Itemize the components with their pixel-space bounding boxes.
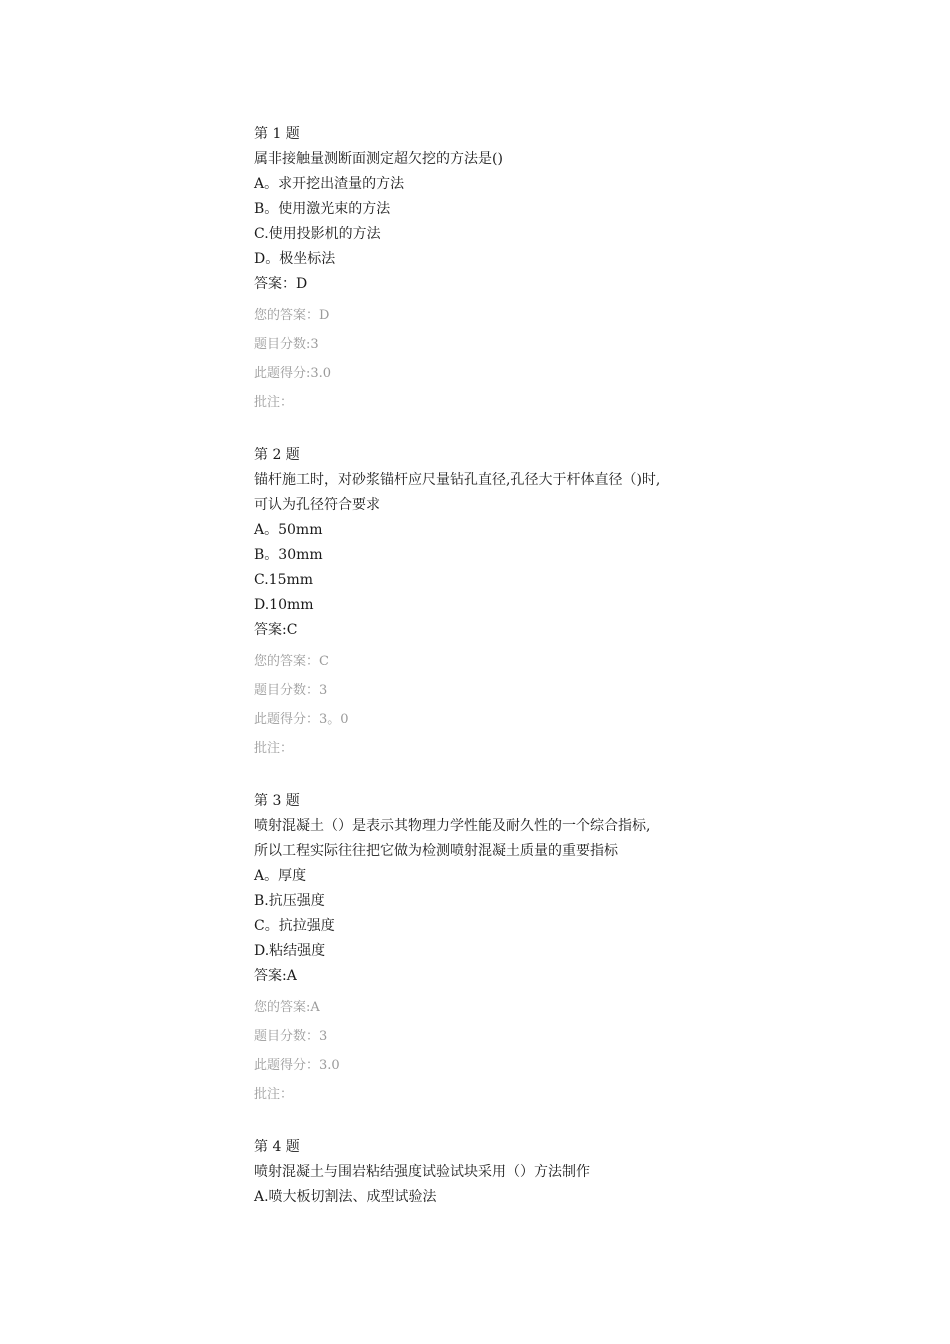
question-title: 第 2 题 bbox=[254, 447, 300, 463]
option-c: C.使用投影机的方法 bbox=[254, 226, 381, 242]
comment: 批注： bbox=[254, 395, 294, 410]
your-answer: 您的答案：C bbox=[254, 654, 329, 669]
question-title: 第 4 题 bbox=[254, 1139, 300, 1155]
answer: 答案：D bbox=[254, 276, 308, 292]
option-d: D。极坐标法 bbox=[254, 251, 336, 267]
question-2 bbox=[254, 443, 714, 763]
question-stem: 锚杆施工时，对砂浆锚杆应尺量钻孔直径,孔径大于杆体直径（)时, bbox=[254, 472, 661, 488]
earned-score: 此题得分:3.0 bbox=[254, 366, 332, 381]
question-stem: 喷射混凝土（）是表示其物理力学性能及耐久性的一个综合指标, bbox=[254, 818, 651, 834]
option-d: D.10mm bbox=[254, 597, 314, 613]
question-score: 题目分数:3 bbox=[254, 337, 319, 352]
earned-score: 此题得分：3.0 bbox=[254, 1058, 340, 1073]
question-stem-continued: 可认为孔径符合要求 bbox=[254, 497, 380, 513]
question-3 bbox=[254, 789, 714, 1109]
your-answer: 您的答案：D bbox=[254, 308, 330, 323]
your-answer: 您的答案:A bbox=[254, 1000, 320, 1015]
document-page bbox=[254, 122, 714, 1236]
question-stem: 喷射混凝土与围岩粘结强度试验试块采用（）方法制作 bbox=[254, 1164, 590, 1180]
answer: 答案:C bbox=[254, 622, 298, 638]
option-b: B。30mm bbox=[254, 547, 323, 563]
comment: 批注： bbox=[254, 741, 294, 756]
option-b: B.抗压强度 bbox=[254, 893, 325, 909]
earned-score: 此题得分：3。0 bbox=[254, 712, 349, 727]
question-score: 题目分数：3 bbox=[254, 1029, 328, 1044]
option-c: C.15mm bbox=[254, 572, 314, 588]
option-a: A。50mm bbox=[254, 522, 323, 538]
option-a: A.喷大板切割法、成型试验法 bbox=[254, 1189, 437, 1205]
question-stem-continued: 所以工程实际往往把它做为检测喷射混凝土质量的重要指标 bbox=[254, 843, 618, 859]
answer: 答案:A bbox=[254, 968, 297, 984]
comment: 批注： bbox=[254, 1087, 294, 1102]
option-a: A。厚度 bbox=[254, 868, 307, 884]
question-score: 题目分数：3 bbox=[254, 683, 328, 698]
option-a: A。求开挖出渣量的方法 bbox=[254, 176, 405, 192]
option-b: B。使用激光束的方法 bbox=[254, 201, 391, 217]
question-title: 第 3 题 bbox=[254, 793, 300, 809]
question-1 bbox=[254, 122, 714, 417]
option-d: D.粘结强度 bbox=[254, 943, 326, 959]
question-stem: 属非接触量测断面测定超欠挖的方法是() bbox=[254, 151, 503, 167]
question-title: 第 1 题 bbox=[254, 126, 300, 142]
question-4 bbox=[254, 1135, 714, 1210]
option-c: C。抗拉强度 bbox=[254, 918, 335, 934]
